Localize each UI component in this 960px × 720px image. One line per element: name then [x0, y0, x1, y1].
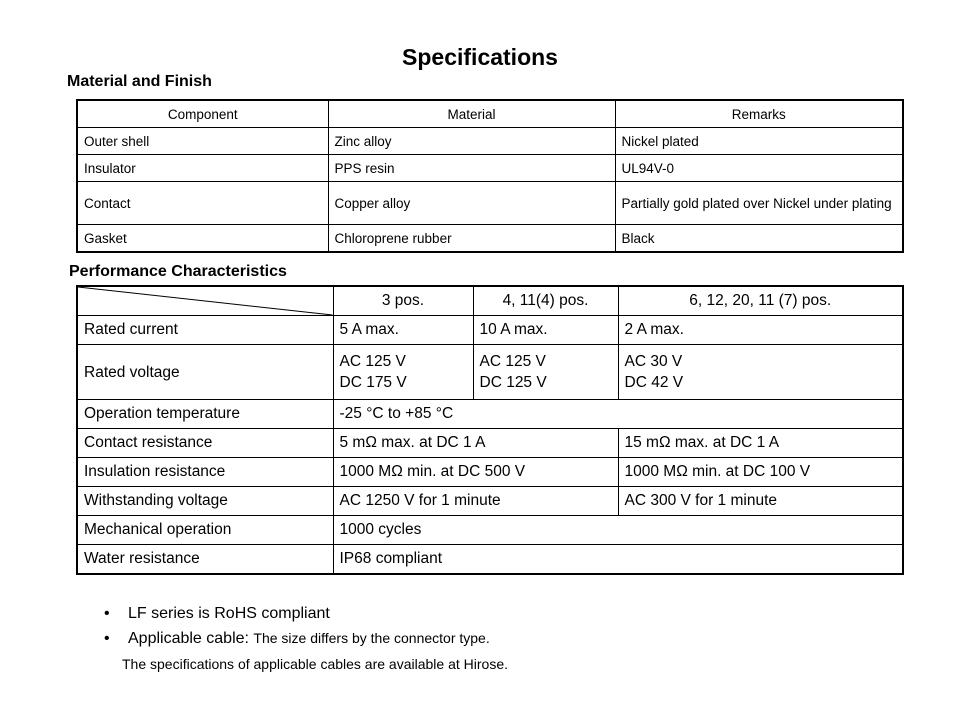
- note-cable-detail: The specifications of applicable cables are available at Hirose.: [122, 656, 508, 672]
- row-label: Rated voltage: [77, 345, 333, 400]
- column-header-6pos: 6, 12, 20, 11 (7) pos.: [618, 286, 903, 316]
- value-cell: 15 mΩ max. at DC 1 A: [618, 429, 903, 458]
- row-label: Contact resistance: [77, 429, 333, 458]
- row-label: Rated current: [77, 316, 333, 345]
- dc-value: DC 42 V: [624, 374, 684, 391]
- component-cell: Contact: [77, 182, 328, 225]
- value-cell: 5 A max.: [333, 316, 473, 345]
- component-cell: Insulator: [77, 155, 328, 182]
- diagonal-corner-cell: [77, 286, 333, 316]
- remarks-cell: Nickel plated: [615, 128, 903, 155]
- insulation-resistance-row: [77, 458, 903, 487]
- value-cell: IP68 compliant: [333, 545, 903, 575]
- dc-value: DC 125 V: [479, 374, 547, 391]
- component-cell: Outer shell: [77, 128, 328, 155]
- performance-section-title: Performance Characteristics: [69, 263, 287, 280]
- column-header-3pos: 3 pos.: [333, 286, 473, 316]
- component-cell: Gasket: [77, 225, 328, 253]
- table-header-row: [77, 100, 903, 128]
- note-text: The size differs by the connector type.: [253, 630, 490, 646]
- contact-resistance-row: [77, 429, 903, 458]
- value-cell: 5 mΩ max. at DC 1 A: [333, 429, 618, 458]
- row-label: Insulation resistance: [77, 458, 333, 487]
- notes-list: [104, 602, 490, 650]
- material-cell: Copper alloy: [328, 182, 615, 225]
- value-cell: 1000 cycles: [333, 516, 903, 545]
- value-cell: [333, 345, 473, 400]
- value-cell: AC 300 V for 1 minute: [618, 487, 903, 516]
- column-header-remarks: Remarks: [615, 100, 903, 128]
- note-label: Applicable cable:: [128, 630, 254, 647]
- value-cell: 10 A max.: [473, 316, 618, 345]
- table-row: [77, 128, 903, 155]
- value-cell: 2 A max.: [618, 316, 903, 345]
- row-label: Water resistance: [77, 545, 333, 575]
- value-cell: 1000 MΩ min. at DC 100 V: [618, 458, 903, 487]
- column-header-component: Component: [77, 100, 328, 128]
- material-cell: PPS resin: [328, 155, 615, 182]
- material-section-title: Material and Finish: [67, 73, 212, 90]
- operation-temperature-row: [77, 400, 903, 429]
- performance-table: [76, 285, 904, 575]
- value-cell: [473, 345, 618, 400]
- table-header-row: [77, 286, 903, 316]
- note-rohs: [104, 602, 490, 626]
- dc-value: DC 175 V: [339, 374, 407, 391]
- material-table: [76, 99, 904, 253]
- ac-value: AC 125 V: [479, 353, 546, 370]
- row-label: Withstanding voltage: [77, 487, 333, 516]
- diagonal-line: [78, 287, 333, 315]
- rated-voltage-row: [77, 345, 903, 400]
- remarks-cell: UL94V-0: [615, 155, 903, 182]
- value-cell: [618, 345, 903, 400]
- value-cell: 1000 MΩ min. at DC 500 V: [333, 458, 618, 487]
- value-cell: -25 °C to +85 °C: [333, 400, 903, 429]
- row-label: Operation temperature: [77, 400, 333, 429]
- column-header-material: Material: [328, 100, 615, 128]
- bullet-icon: •: [104, 630, 110, 647]
- table-row: [77, 225, 903, 253]
- ac-value: AC 30 V: [624, 353, 683, 370]
- remarks-cell: Partially gold plated over Nickel under plating: [615, 182, 903, 225]
- column-header-4pos: 4, 11(4) pos.: [473, 286, 618, 316]
- page-title: Specifications: [402, 44, 558, 70]
- ac-value: AC 125 V: [339, 353, 406, 370]
- note-cable: [104, 626, 490, 650]
- water-resistance-row: [77, 545, 903, 575]
- mechanical-operation-row: [77, 516, 903, 545]
- table-row: [77, 155, 903, 182]
- row-label: Mechanical operation: [77, 516, 333, 545]
- withstanding-voltage-row: [77, 487, 903, 516]
- rated-current-row: [77, 316, 903, 345]
- table-row: [77, 182, 903, 225]
- remarks-cell: Black: [615, 225, 903, 253]
- value-cell: AC 1250 V for 1 minute: [333, 487, 618, 516]
- note-text: LF series is RoHS compliant: [128, 605, 330, 622]
- material-cell: Zinc alloy: [328, 128, 615, 155]
- bullet-icon: •: [104, 605, 110, 622]
- material-cell: Chloroprene rubber: [328, 225, 615, 253]
